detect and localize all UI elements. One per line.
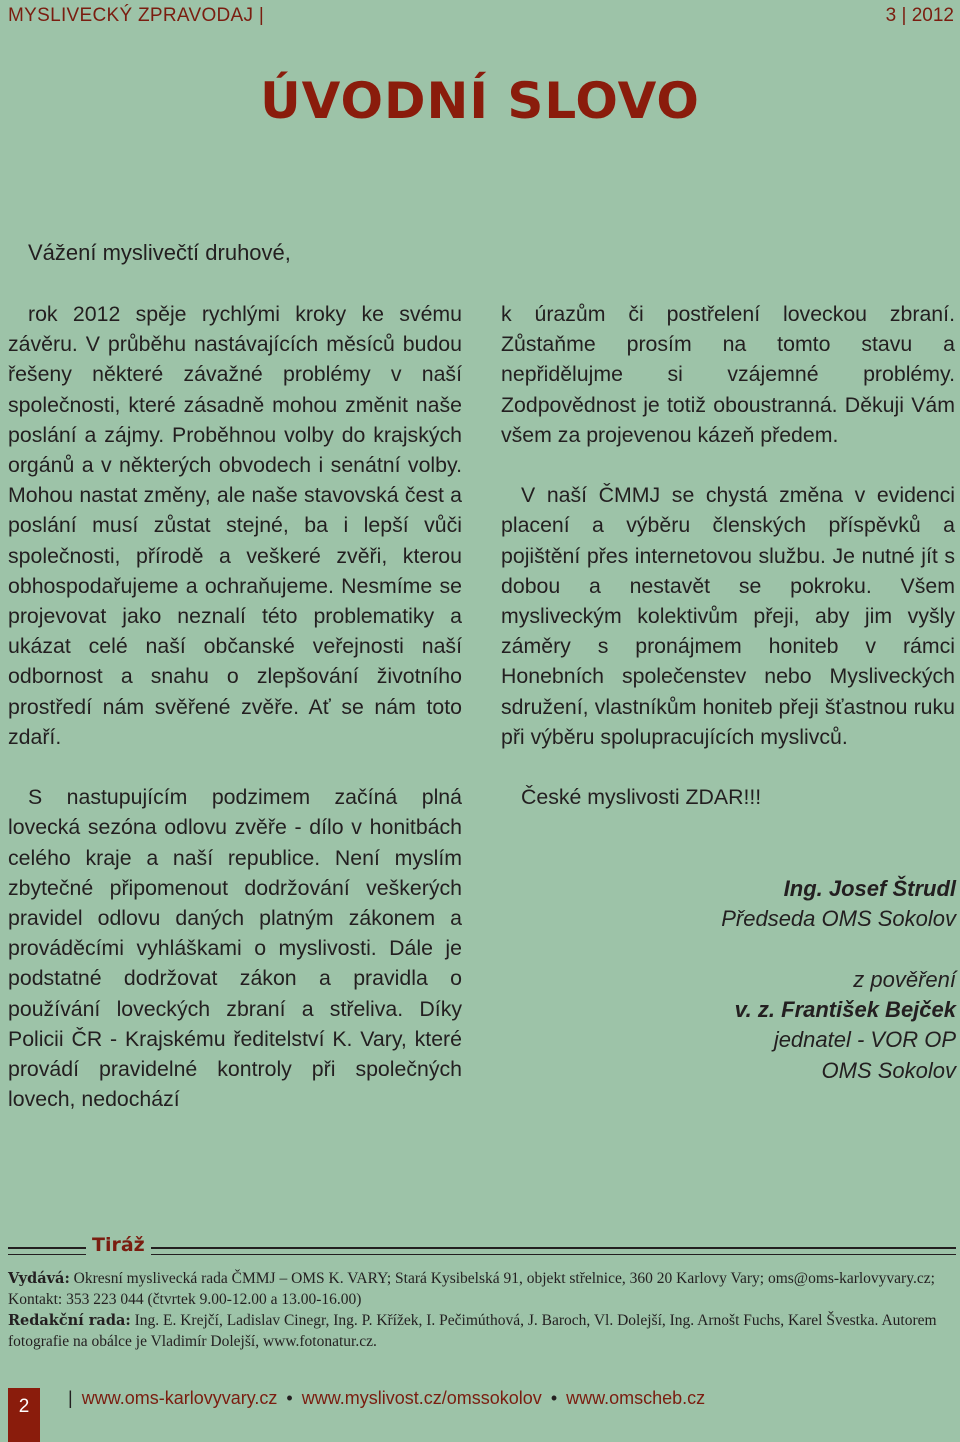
separator: | bbox=[68, 1388, 73, 1408]
publisher-text: Okresní myslivecká rada ČMMJ – OMS K. VARY; Stará Kysibelská 91, objekt střelnice, 360 20 Karlovy Vary; oms@oms-karlovyvary.cz; Kontakt: 353 223 044 (čtvrtek 9.00-12.00 a 13.00-16.00) bbox=[8, 1270, 935, 1308]
paragraph: V naší ČMMJ se chystá změna v evidenci placení a výběru členských příspěvků a pojištění přes internetovou službu. Je nutné jít s dobou a nestavět se pokroku. Všem mysliveckým kolektivům přeji, aby jim vyšly záměry s pronájmem honiteb v rámci Honebních společenstev nebo Mysliveckých sdružení, vlastníkům honiteb přeji šťastnou ruku při výběru spolupracujících myslivců. bbox=[501, 483, 955, 749]
signatory-role: Předseda OMS Sokolov bbox=[721, 906, 956, 932]
greeting: Vážení myslivečtí druhové, bbox=[28, 240, 291, 265]
imprint-label: Tiráž bbox=[86, 1234, 151, 1256]
paragraph: rok 2012 spěje rychlými kroky ke svému závěru. V průběhu nastávajících měsíců budou řešeny některé závažné problémy v naší společnosti, které zásadně mohou změnit naše poslání a zájmy. Proběhnou volby do krajských orgánů a v některých obvodech i senátní volby. Mohou nastat změny, ale naše stavovská čest a poslání musí zůstat stejné, ba i lepší vůči společnosti, přírodě a veškeré zvěři, kterou obhospodařujeme a ochraňujeme. Nesmíme se projevovat jako neznalí této problematiky a ukázat celé naší občanské veřejnosti naší odbornost a snahu o zlepšování životního prostředí nám svěřené zvěře. Ať se nám toto zdaří. bbox=[8, 302, 462, 749]
footer-links bbox=[64, 1388, 705, 1409]
signatory-name: v. z. František Bejček bbox=[734, 997, 956, 1023]
paragraph: S nastupujícím podzimem začíná plná lovecká sezóna odlovu zvěře - dílo v honitbách celého kraje a naší republice. Není myslím zbytečné připomenout dodržování veškerých pravidel odlovu daných platným zákonem a prováděcími vyhláškami o myslivosti. Dále je podstatné dodržovat zákon a pravidla o používání loveckých zbraní a střeliva. Díky Policii ČR - Krajskému ředitelství K. Vary, které provádí pravidelné kontroly při společných lovech, nedochází bbox=[8, 785, 462, 1112]
closing-salute: České myslivosti ZDAR!!! bbox=[521, 785, 762, 810]
publication-name: MYSLIVECKÝ ZPRAVODAJ | bbox=[8, 5, 265, 26]
signatory-role: OMS Sokolov bbox=[821, 1057, 956, 1083]
page-number: 2 bbox=[8, 1388, 40, 1442]
page-title: ÚVODNÍ SLOVO bbox=[260, 72, 700, 130]
issue-number: 3 | 2012 bbox=[885, 5, 954, 26]
imprint bbox=[8, 1268, 956, 1352]
signatory-role: jednatel - VOR OP bbox=[773, 1027, 956, 1053]
signatory-name: Ing. Josef Štrudl bbox=[783, 876, 956, 901]
left-column bbox=[8, 299, 462, 1145]
signature-block-2 bbox=[735, 965, 956, 1086]
footer-link[interactable]: www.myslivost.cz/omssokolov bbox=[301, 1388, 542, 1408]
bullet: • bbox=[286, 1388, 293, 1408]
footer-link[interactable]: www.omscheb.cz bbox=[566, 1388, 706, 1408]
bullet: • bbox=[550, 1388, 558, 1408]
paragraph: k úrazům či postřelení loveckou zbraní. Zůstaňme prosím na tomto stavu a nepřidělujme si vzájemné problémy. Zodpovědnost je totiž oboustranná. Děkuji Vám všem za projevenou kázeň předem. bbox=[501, 302, 955, 447]
board-label: Redakční rada: bbox=[8, 1312, 131, 1329]
board-text: Ing. E. Krejčí, Ladislav Cinegr, Ing. P. Křížek, I. Pečimúthová, J. Baroch, Vl. Dolejší, Ing. Arnošt Fuchs, Karel Švestka. Autorem fotografie na obálce je Vladimír Dolejší, www.fotonatur.cz. bbox=[8, 1312, 937, 1350]
right-column bbox=[501, 299, 955, 843]
signature-block-1 bbox=[721, 874, 956, 934]
proxy-note: z pověření bbox=[853, 967, 956, 992]
footer-link[interactable]: www.oms-karlovyvary.cz bbox=[81, 1388, 278, 1408]
publisher-label: Vydává: bbox=[8, 1270, 70, 1287]
